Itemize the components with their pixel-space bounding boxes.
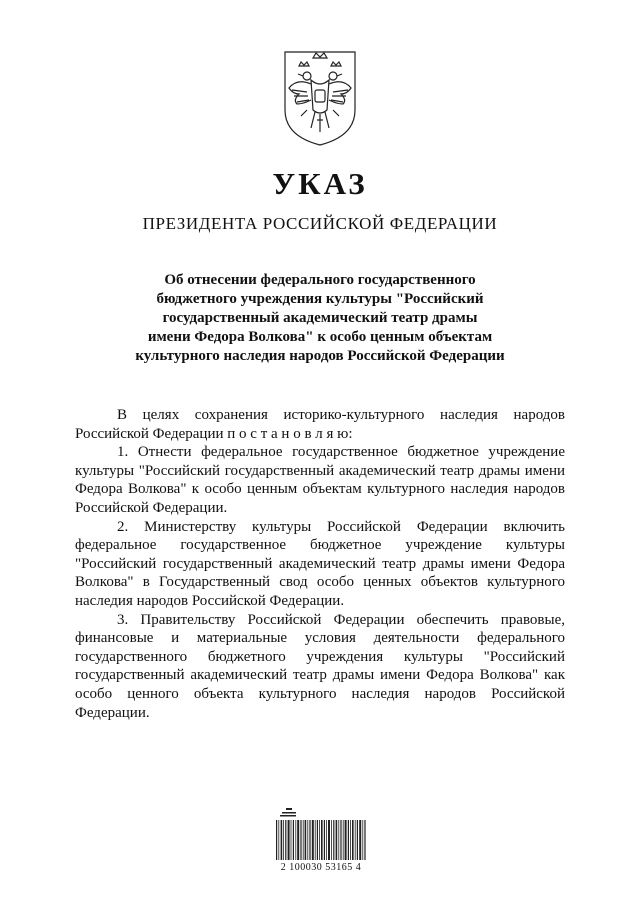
clause-paragraph-1: 1. Отнести федеральное государственное бюджетное учреждение культуры "Российский государственный академический театр драмы имени Федора Волкова" к особо ценным объектам культурного наследия народов Российской Федерации. (75, 444, 565, 516)
clause-paragraph-2: 2. Министерству культуры Российской Федерации включить федеральное государственное бюджетное учреждение культуры "Российский государственный академический театр драмы имени Федора Волкова" в Государственный свод особо ценных объектов культурного наследия народов Российской Федерации. (75, 518, 565, 609)
decree-body (75, 406, 565, 722)
heading-line: имени Федора Волкова" к особо ценным объектам (147, 329, 493, 345)
heading-line: культурного наследия народов Российской Федерации (135, 348, 505, 364)
heading-line: государственный академический театр драмы (162, 310, 478, 326)
heading-line: бюджетного учреждения культуры "Российский (156, 291, 484, 307)
coat-of-arms-icon (277, 48, 363, 148)
clause-paragraph-3: 3. Правительству Российской Федерации обеспечить правовые, финансовые и материальные условия деятельности федерального государственного бюджетного учреждения культуры "Российский государственный академический театр драмы имени Федора Волкова" как особо ценного объекта культурного наследия народов Российской Федерации. (75, 611, 565, 721)
decree-heading (100, 271, 540, 366)
document-subtitle: ПРЕЗИДЕНТА РОССИЙСКОЙ ФЕДЕРАЦИИ (142, 214, 498, 233)
heading-line: Об отнесении федерального государственного (164, 272, 476, 288)
barcode-number: 2 100030 53165 4 (280, 862, 362, 873)
document-title: УКАЗ (272, 166, 368, 201)
preamble-paragraph: В целях сохранения историко-культурного наследия народов Российской Федерации п о с т а н о в л я ю: (75, 407, 565, 442)
